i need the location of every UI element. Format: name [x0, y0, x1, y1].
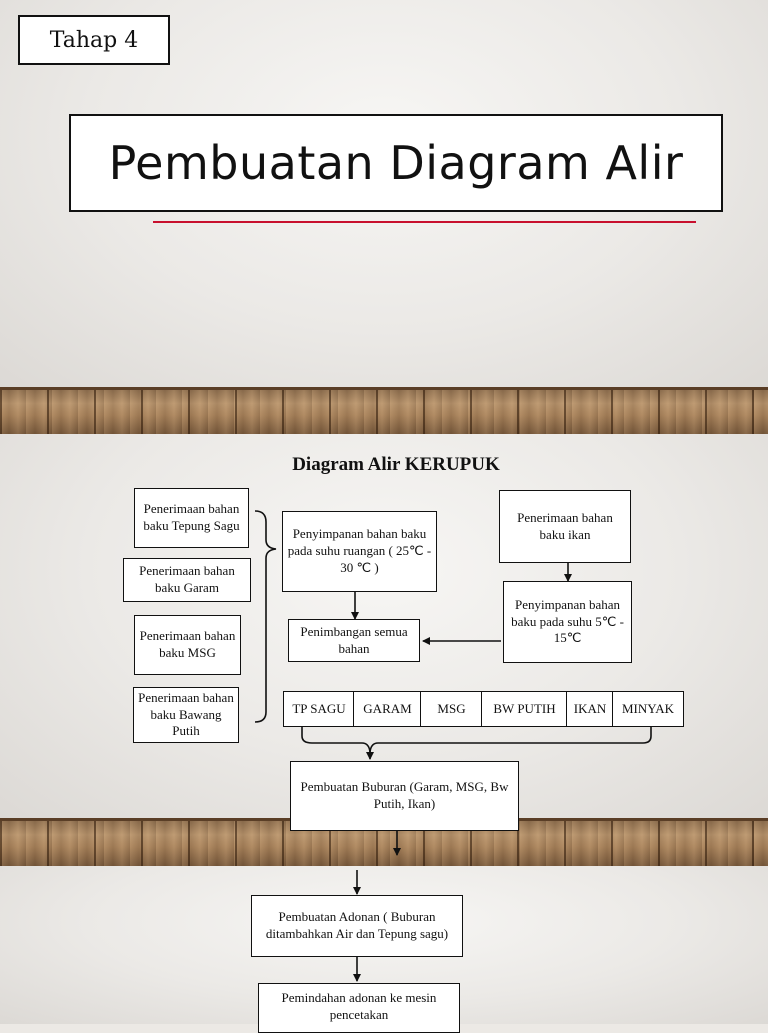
stage-label: Tahap 4: [18, 15, 170, 65]
ingredient-tp-sagu: TP SAGU: [283, 691, 355, 727]
ingredient-brace: [302, 727, 651, 752]
weighing-box: Penimbangan semua bahan: [288, 619, 420, 662]
ingredient-minyak: MINYAK: [612, 691, 684, 727]
porridge-box: Pembuatan Buburan (Garam, MSG, Bw Putih, Ikan): [290, 761, 519, 831]
slide-title: Pembuatan Diagram Alir: [69, 114, 723, 212]
diagram-title: Diagram Alir KERUPUK: [292, 454, 500, 475]
ingredient-bw-putih: BW PUTIH: [481, 691, 568, 727]
dough-box: Pembuatan Adonan ( Buburan ditambahkan Air dan Tepung sagu): [251, 895, 463, 957]
ingredient-msg: MSG: [420, 691, 483, 727]
storage-fish-box: Penyimpanan bahan baku pada suhu 5℃ - 15℃: [503, 581, 632, 663]
receive-fish-box: Penerimaan bahan baku ikan: [499, 490, 631, 563]
receive-garlic-box: Penerimaan bahan baku Bawang Putih: [133, 687, 239, 743]
receive-msg-box: Penerimaan bahan baku MSG: [134, 615, 241, 675]
grouping-bracket: [255, 511, 276, 722]
ingredient-ikan: IKAN: [566, 691, 614, 727]
receive-salt-box: Penerimaan bahan baku Garam: [123, 558, 251, 602]
transfer-box: Pemindahan adonan ke mesin pencetakan: [258, 983, 460, 1033]
ingredient-garam: GARAM: [353, 691, 422, 727]
storage-room-temp-box: Penyimpanan bahan baku pada suhu ruangan ( 25℃ - 30 ℃ ): [282, 511, 437, 592]
receive-sago-box: Penerimaan bahan baku Tepung Sagu: [134, 488, 249, 548]
